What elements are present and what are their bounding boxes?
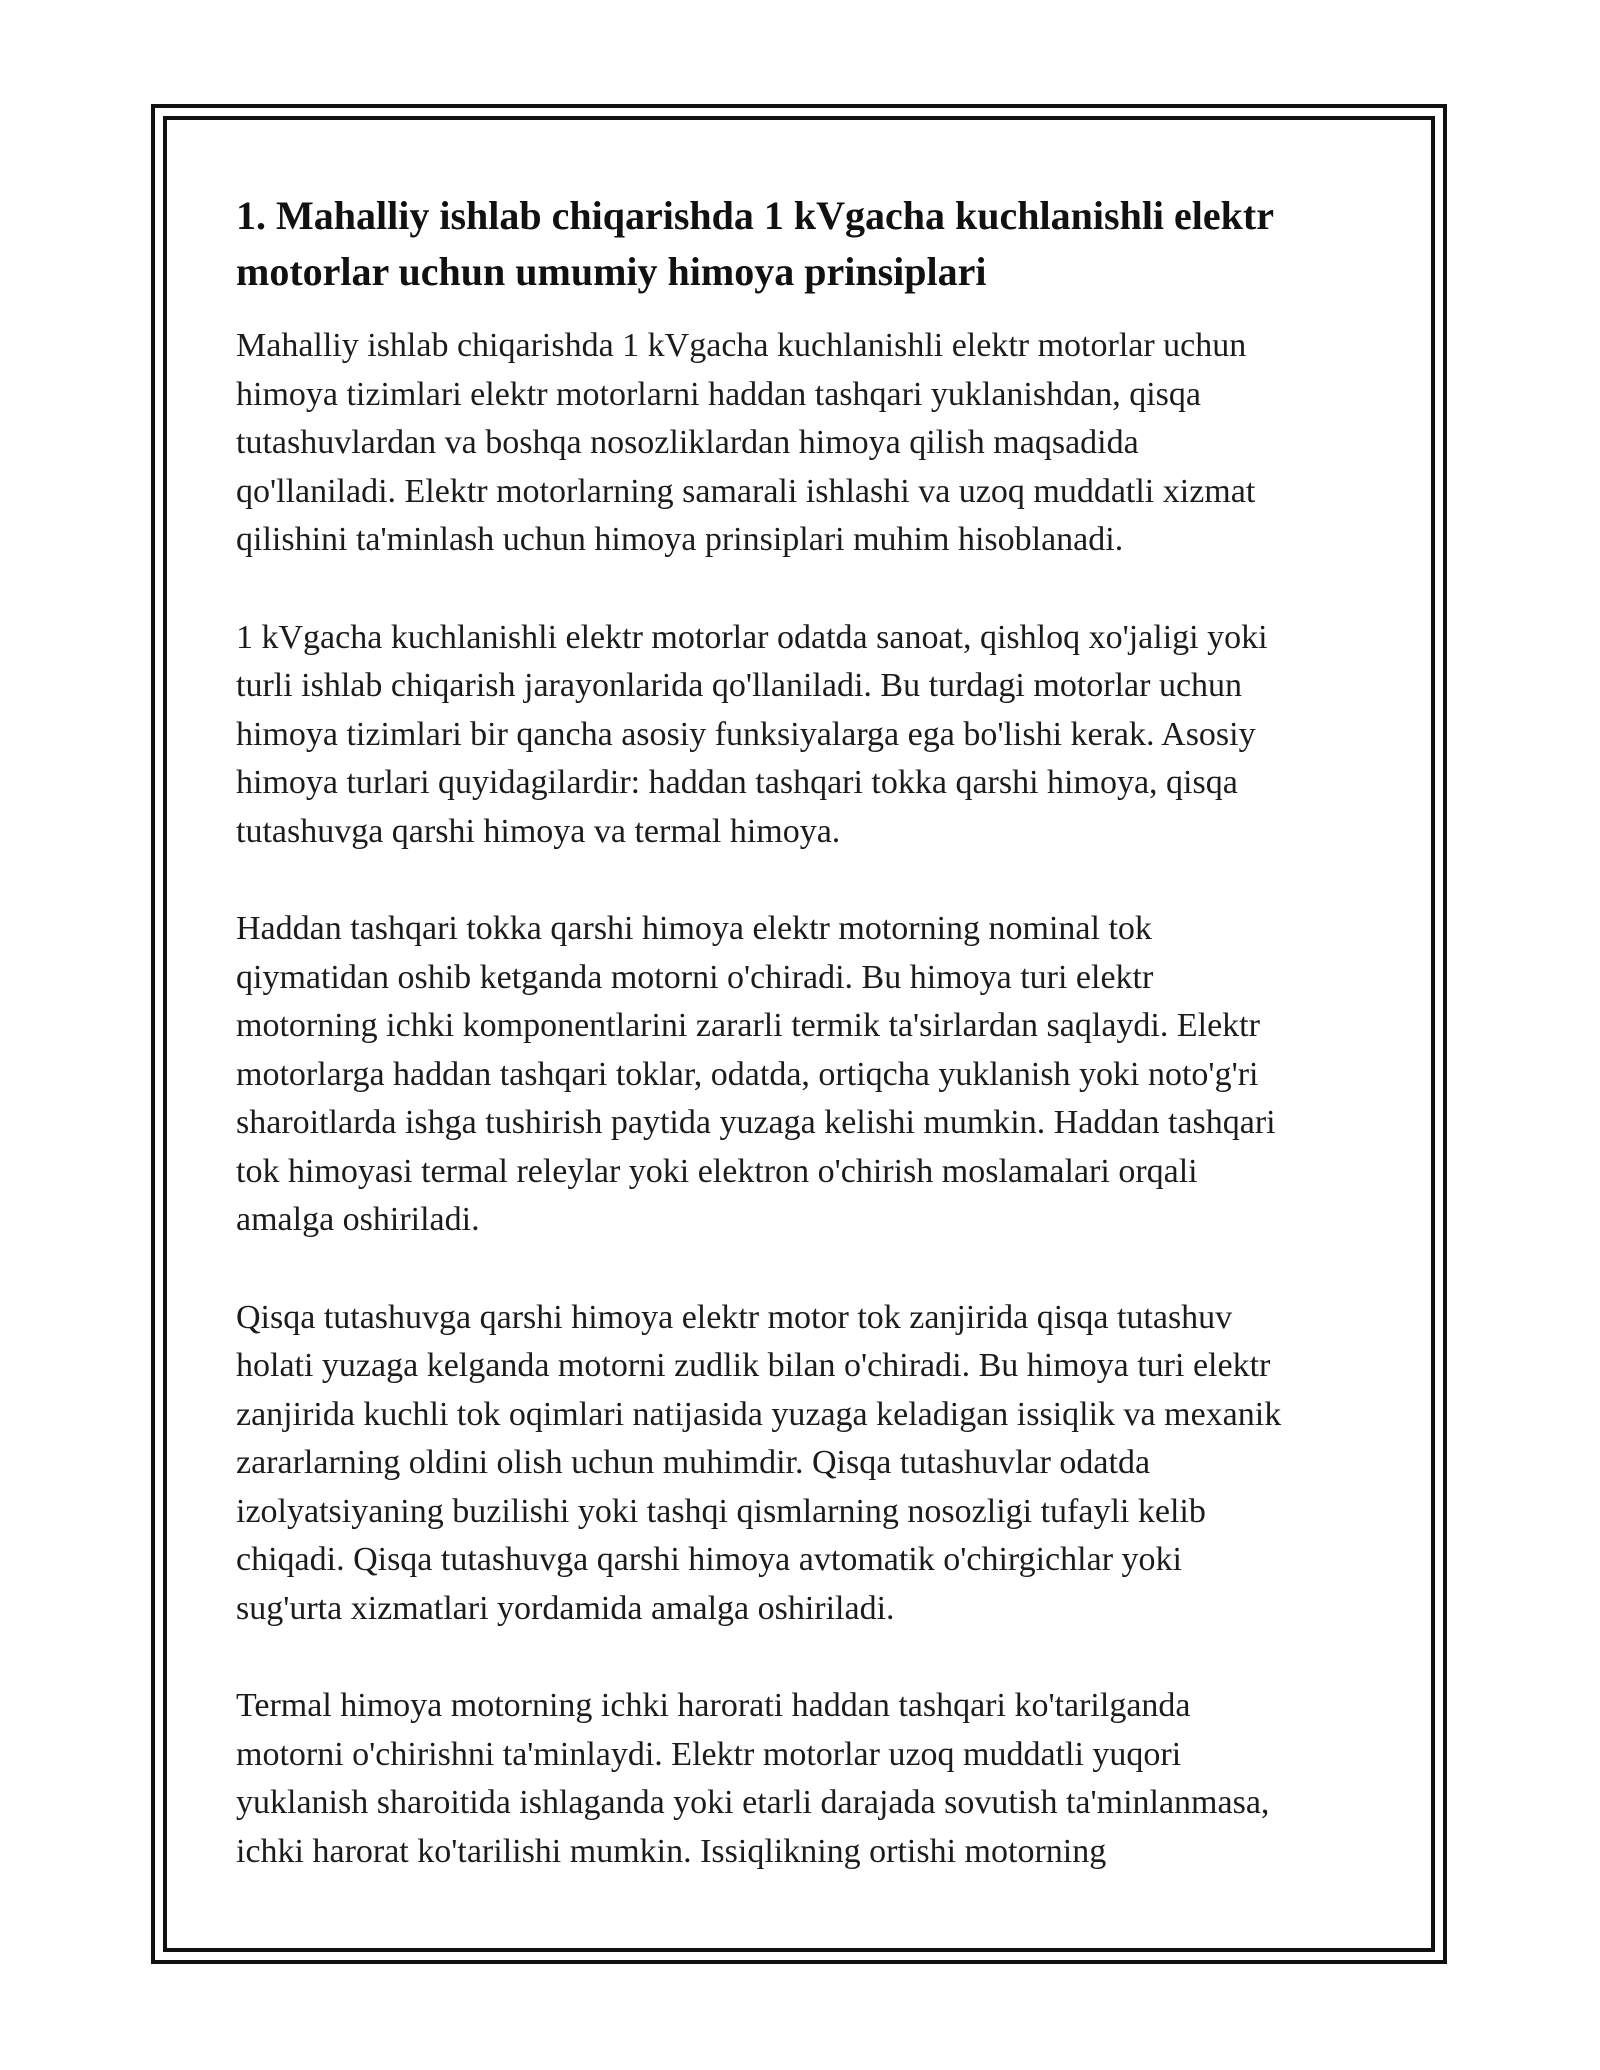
text-line: tok himoyasi termal releylar yoki elektron o'chirish moslamalari orqali (236, 1152, 1198, 1190)
text-line: himoya tizimlari bir qancha asosiy funksiyalarga ega bo'lishi kerak. Asosiy (236, 715, 1256, 753)
text-line: 1 kVgacha kuchlanishli elektr motorlar odatda sanoat, qishloq xo'jaligi yoki (236, 618, 1268, 656)
text-line: sug'urta xizmatlari yordamida amalga oshiriladi. (236, 1589, 895, 1627)
document-body (236, 188, 1376, 1925)
text-line: sharoitlarda ishga tushirish paytida yuzaga kelishi mumkin. Haddan tashqari (236, 1104, 1276, 1141)
text-line: yuklanish sharoitida ishlaganda yoki etarli darajada sovutish ta'minlanmasa, (236, 1784, 1270, 1821)
text-line: Mahalliy ishlab chiqarishda 1 kVgacha kuchlanishli elektr motorlar uchun (236, 327, 1247, 364)
text-line: zararlarning oldini olish uchun muhimdir. Qisqa tutashuvlar odatda (236, 1444, 1151, 1481)
text-line: chiqadi. Qisqa tutashuvga qarshi himoya avtomatik o'chirgichlar yoki (236, 1541, 1182, 1578)
text-line: motorlarga haddan tashqari toklar, odatda, ortiqcha yuklanish yoki noto'g'ri (236, 1055, 1259, 1093)
text-line: motorning ichki komponentlarini zararli termik ta'sirlardan saqlaydi. Elektr (236, 1007, 1260, 1044)
paragraph-overcurrent (236, 905, 1376, 1245)
text-line: motorni o'chirishni ta'minlaydi. Elektr motorlar uzoq muddatli yuqori (236, 1735, 1182, 1773)
paragraph-intro (236, 322, 1376, 565)
paragraph-short-circuit (236, 1294, 1376, 1634)
paragraph-protection-types (236, 614, 1376, 857)
text-line: Termal himoya motorning ichki harorati haddan tashqari ko'tarilganda (236, 1687, 1191, 1724)
text-line: tutashuvlardan va boshqa nosozliklardan himoya qilish maqsadida (236, 424, 1139, 461)
text-line: himoya turlari quyidagilardir: haddan tashqari tokka qarshi himoya, qisqa (236, 764, 1238, 801)
text-line: izolyatsiyaning buzilishi yoki tashqi qismlarning nosozligi tufayli kelib (236, 1492, 1206, 1530)
heading-line: 1. Mahalliy ishlab chiqarishda 1 kVgacha kuchlanishli elektr (236, 193, 1274, 238)
text-line: qiymatidan oshib ketganda motorni o'chiradi. Bu himoya turi elektr (236, 958, 1154, 996)
heading-line: motorlar uchun umumiy himoya prinsiplari (236, 249, 987, 294)
text-line: holati yuzaga kelganda motorni zudlik bilan o'chiradi. Bu himoya turi elektr (236, 1347, 1271, 1384)
text-line: Qisqa tutashuvga qarshi himoya elektr motor tok zanjirida qisqa tutashuv (236, 1298, 1233, 1336)
text-line: qo'llaniladi. Elektr motorlarning samarali ishlashi va uzoq muddatli xizmat (236, 472, 1256, 510)
text-line: turli ishlab chiqarish jarayonlarida qo'llaniladi. Bu turdagi motorlar uchun (236, 667, 1243, 704)
text-line: ichki harorat ko'tarilishi mumkin. Issiqlikning ortishi motorning (236, 1832, 1107, 1870)
text-line: Haddan tashqari tokka qarshi himoya elektr motorning nominal tok (236, 910, 1152, 947)
paragraph-thermal (236, 1682, 1376, 1876)
text-line: qilishini ta'minlash uchun himoya prinsiplari muhim hisoblanadi. (236, 521, 1124, 558)
text-line: amalga oshiriladi. (236, 1201, 480, 1238)
section-heading (236, 188, 1376, 300)
text-line: himoya tizimlari elektr motorlarni haddan tashqari yuklanishdan, qisqa (236, 375, 1201, 413)
text-line: zanjirida kuchli tok oqimlari natijasida yuzaga keladigan issiqlik va mexanik (236, 1395, 1282, 1433)
text-line: tutashuvga qarshi himoya va termal himoya. (236, 812, 841, 850)
